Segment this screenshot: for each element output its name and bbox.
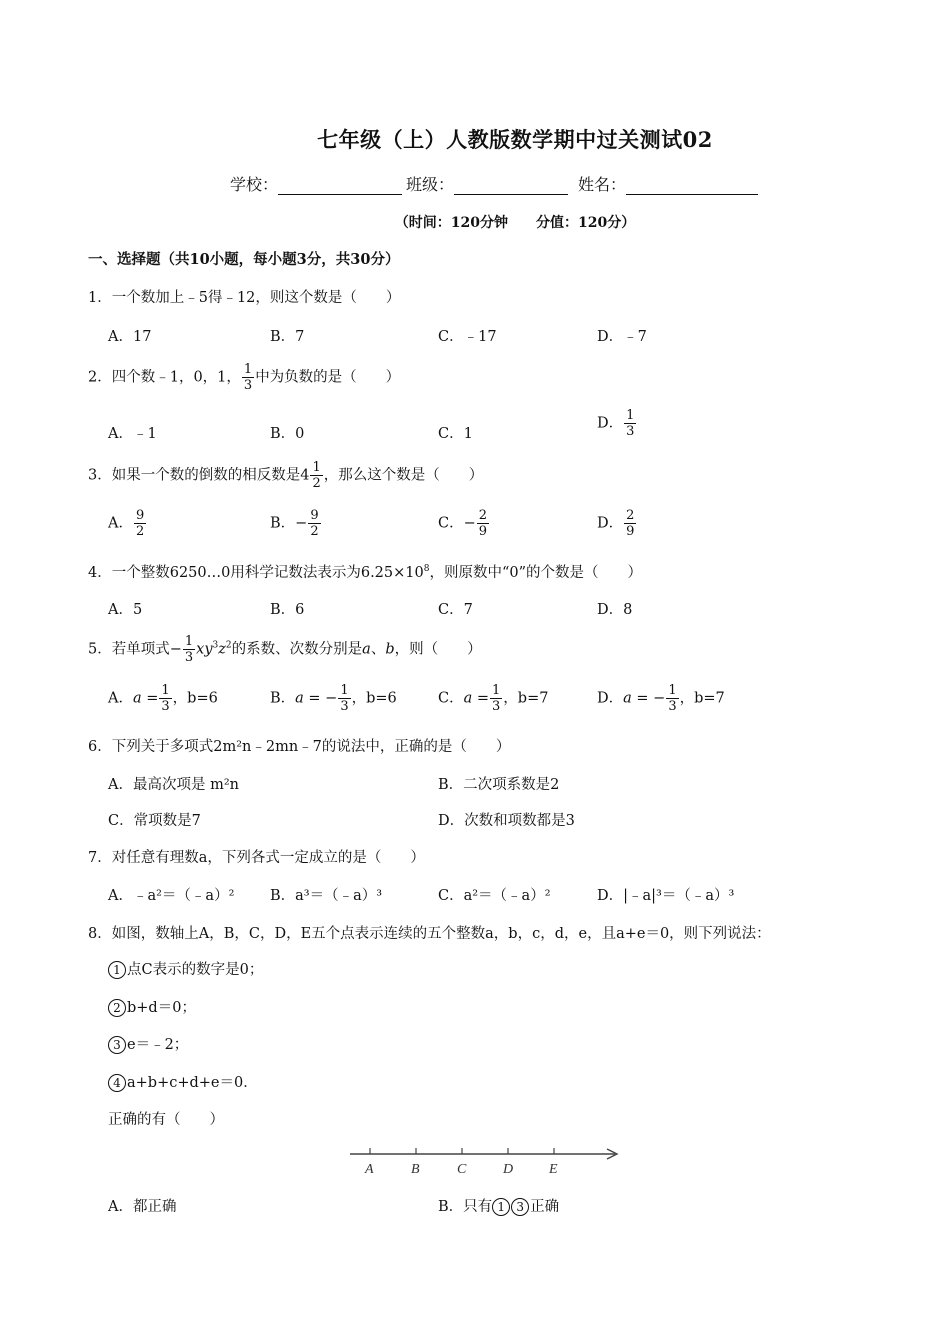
q1-option-b: B．7: [270, 329, 305, 345]
point-label-e: E: [549, 1162, 558, 1177]
name-label: 姓名：: [578, 175, 627, 194]
question-7-stem: 7．对任意有理数a，下列各式一定成立的是（ ）: [88, 850, 425, 866]
q4-option-d: D．8: [597, 602, 633, 618]
q4-option-b: B．6: [270, 602, 305, 618]
q6-option-b: B．二次项系数是2: [438, 777, 560, 793]
q2-fraction: $\frac{1}{3}$: [243, 362, 253, 393]
q5-option-b: B．a = − $\frac{1}{3}$ ，b=6: [270, 683, 397, 714]
question-1-stem: 1．一个数加上﹣5得﹣12，则这个数是（ ）: [88, 290, 401, 306]
q3-option-b: B．− $\frac{9}{2}$: [270, 508, 319, 539]
q8-statement-1: 1 点C表示的数字是0；: [108, 958, 263, 979]
q7-option-d: D．|﹣a|³＝（﹣a）³: [597, 888, 735, 904]
question-3-stem: 3．如果一个数的倒数的相反数是4 $\frac{1}{2}$ ，那么这个数是（ ）: [88, 460, 484, 491]
q2-stem-part2: 中为负数的是（ ）: [255, 369, 401, 386]
point-label-c: C: [457, 1162, 467, 1177]
point-label-d: D: [503, 1162, 514, 1177]
q6-option-c: C．常项数是7: [108, 813, 201, 829]
q2-option-c: C．1: [438, 426, 473, 442]
question-6-stem: 6．下列关于多项式2m²n﹣2mn﹣7的说法中，正确的是（ ）: [88, 739, 511, 755]
q8-option-a: A．都正确: [108, 1199, 177, 1215]
q3-option-d: D． $\frac{2}{9}$: [597, 508, 635, 539]
point-label-a: A: [365, 1162, 374, 1177]
q2-stem-part1: 2．四个数﹣1，0，1，: [88, 369, 241, 386]
q2-option-d: D． $\frac{1}{3}$: [597, 408, 635, 439]
q3-fraction: $\frac{1}{2}$: [312, 460, 321, 491]
page-title: 七年级（上）人教版数学期中过关测试02: [317, 127, 713, 152]
question-8-stem: 8．如图，数轴上A，B，C，D，E五个点表示连续的五个整数a，b，c，d，e，且a+e＝0，则下列说法：: [88, 926, 771, 942]
student-info-line: [230, 172, 762, 195]
school-blank: [278, 177, 402, 195]
question-4-stem: 4．一个整数6250…0用科学记数法表示为$6.25\times 10^8$，则原数中“0”的个数是（ ）: [88, 564, 643, 581]
class-label: 班级：: [406, 175, 455, 194]
q4-option-a: A．5: [108, 602, 143, 618]
q1-option-c: C．﹣17: [438, 329, 497, 345]
q4-option-c: C．7: [438, 602, 473, 618]
question-2-stem: [88, 362, 400, 393]
q8-option-b: B．只有 1 3 正确: [438, 1199, 560, 1215]
q8-statement-4: 4 a+b+c+d+e＝0．: [108, 1071, 258, 1092]
q5-option-c: C．a = $\frac{1}{3}$ ，b=7: [438, 683, 549, 714]
q2-option-a: A．﹣1: [108, 426, 157, 442]
q7-option-c: C．a²＝（﹣a）²: [438, 888, 551, 904]
q1-option-d: D．﹣7: [597, 329, 647, 345]
q8-statement-2: 2 b+d＝0；: [108, 996, 196, 1017]
q5-option-d: D．a = − $\frac{1}{3}$ ，b=7: [597, 683, 725, 714]
school-label: 学校：: [230, 175, 279, 194]
name-blank: [626, 177, 758, 195]
q8-statement-3: 3 e＝﹣2；: [108, 1033, 188, 1054]
q6-option-d: D．次数和项数都是3: [438, 813, 575, 829]
q6-option-a: A．最高次项是 m²n: [108, 777, 239, 793]
q8-ask: 正确的有（ ）: [108, 1112, 224, 1128]
q7-option-b: B．a³＝（﹣a）³: [270, 888, 383, 904]
q3-option-a: A． $\frac{9}{2}$: [108, 508, 145, 539]
q2-option-b: B．0: [270, 426, 305, 442]
point-label-b: B: [411, 1162, 420, 1177]
time-score-note: （时间：120分钟 分值：120分）: [394, 215, 636, 231]
q7-option-a: A．﹣a²＝（﹣a）²: [108, 888, 235, 904]
section-heading: 一、选择题（共10小题，每小题3分，共30分）: [88, 251, 400, 268]
number-line-figure: [345, 1140, 625, 1180]
question-5-stem: 5．若单项式− $\frac{1}{3}$ $xy^3z^2$的系数、次数分别是a、b，则（ ）: [88, 634, 482, 665]
q5-option-a: A．a = $\frac{1}{3}$ ，b=6: [108, 683, 218, 714]
q1-option-a: A．17: [108, 329, 152, 345]
class-blank: [454, 177, 568, 195]
q3-option-c: C．− $\frac{2}{9}$: [438, 508, 488, 539]
